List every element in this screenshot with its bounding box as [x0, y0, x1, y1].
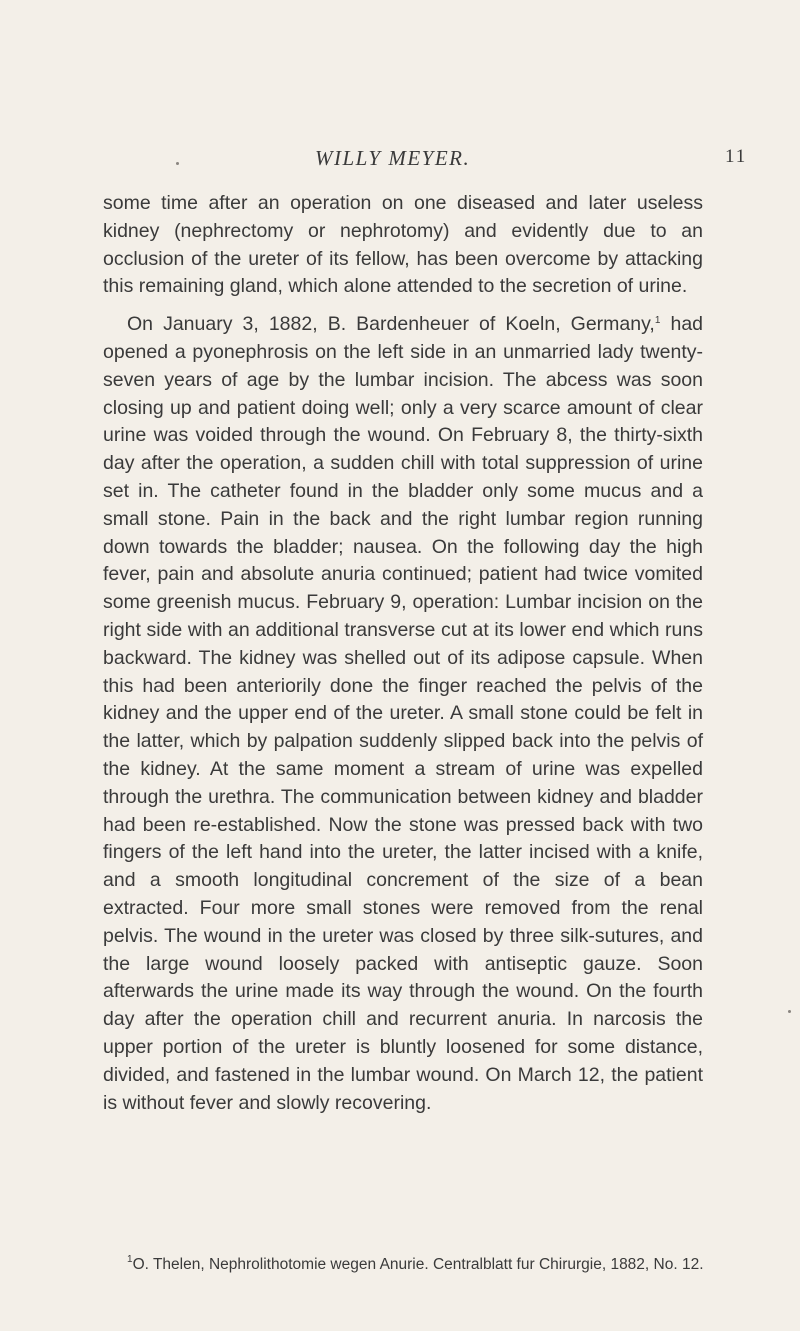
running-title: WILLY MEYER. [315, 146, 471, 170]
page-number: 11 [725, 146, 748, 167]
paragraph-text-start: On January 3, 1882, B. Bardenheuer of Koeln, Germany, [127, 313, 655, 336]
paper-speck [788, 1010, 791, 1013]
footnote-text: O. Thelen, Nephrolithotomie wegen Anurie. Centralblatt fur Chirurgie, 1882, No. 12. [132, 1256, 704, 1273]
paragraph-text-rest: had opened a pyonephrosis on the left side in an unmarried lady twenty-seven years of age by the lumbar incision. The abcess was soon closing up and patient doing well; only a very scarce amount of clear urine was voided through the wound. On February 8, the thirty-sixth day after the operation, a sudden chill with total suppression of urine set in. The catheter found in the bladder only some mucus and a small stone. Pain in the back and the right lumbar region running down towards the bladder; nausea. On the following day the high fever, pain and absolute anuria continued; patient had twice vomited some greenish mucus. February 9, operation: Lumbar incision on the right side with an additional transverse cut at its lower end which runs backward. The kidney was shelled out of its adipose capsule. When this had been anteriorily done the finger reached the pelvis of the kidney and the upper end of the ureter. A small stone could be felt in the latter, which by palpation suddenly slipped back into the pelvis of the kidney. At the same moment a stream of urine was expelled through the urethra. The communication between kidney and bladder had been re-established. Now the stone was pressed back with two fingers of the left hand into the ureter, the latter incised with a knife, and a smooth longitudinal concrement of the size of a bean extracted. Four more small stones were removed from the renal pelvis. The wound in the ureter was closed by three silk-sutures, and the large wound loosely packed with antiseptic gauze. Soon afterwards the urine made its way through the wound. On the fourth day after the operation chill and recurrent anuria. In narcosis the upper portion of the ureter is bluntly loosened for some distance, divided, and fastened in the lumbar wound. On March 12, the patient is without fever and slowly recovering. [103, 313, 704, 1114]
footnote [103, 1254, 707, 1275]
paper-speck [176, 162, 179, 165]
footnote-mark: 1 [127, 1254, 133, 1265]
footnote-reference: 1 [654, 315, 661, 327]
running-head [0, 146, 800, 176]
paragraph-continuation: some time after an operation on one diseased and later useless kidney (nephrectomy or nephrotomy) and evidently due to an occlusion of the ureter of its fellow, has been overcome by attacking this remaining gland, which alone attended to the secretion of urine. [103, 192, 703, 298]
paragraph-bardenheuer-case [103, 311, 703, 1117]
body-text [103, 190, 703, 1117]
